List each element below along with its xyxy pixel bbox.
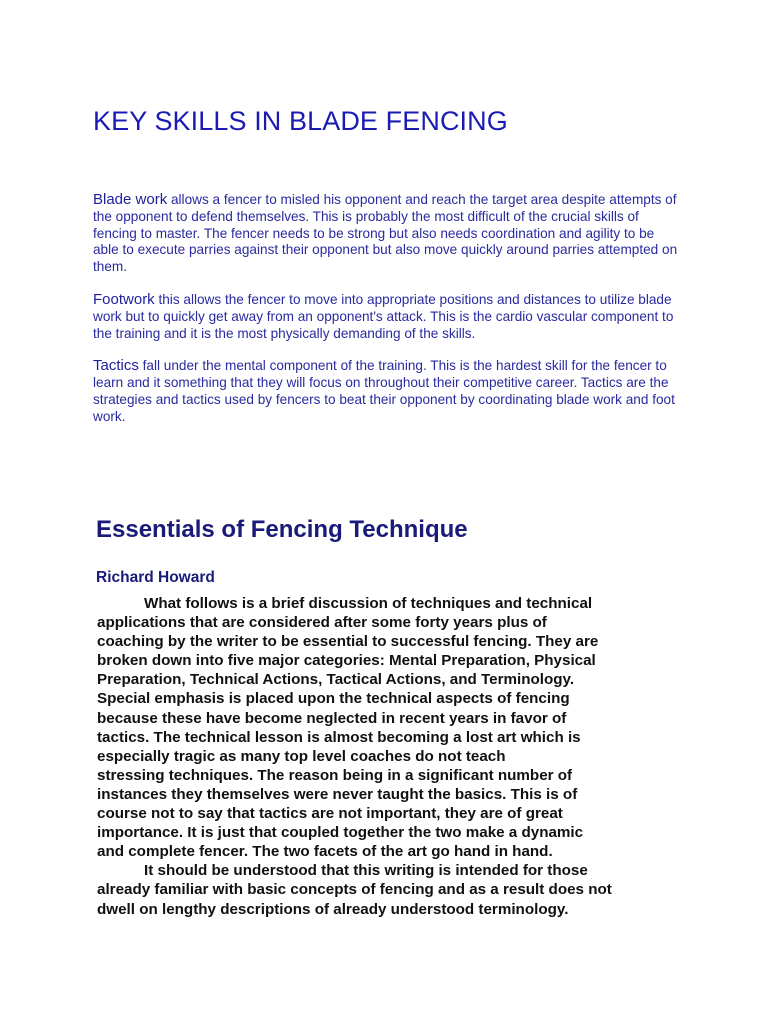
section-heading: Essentials of Fencing Technique: [96, 516, 468, 543]
skill-description: fall under the mental component of the training. This is the hardest skill for the fencer to learn and it something that they will focus on throughout their competitive career. Tactics are the strategies and tactics used by fencers to beat their opponent by coordinating blade work and foot work.: [93, 358, 675, 424]
skill-term: Footwork: [93, 290, 155, 308]
author-name: Richard Howard: [96, 569, 215, 586]
essay-line: dwell on lengthy descriptions of already understood terminology.: [97, 900, 569, 918]
essay-line: coaching by the writer to be essential to successful fencing. They are: [97, 633, 599, 651]
essay-line: tactics. The technical lesson is almost becoming a lost art which is: [97, 728, 581, 746]
essay-line: Special emphasis is placed upon the technical aspects of fencing: [97, 690, 570, 708]
essay-line: Preparation, Technical Actions, Tactical Actions, and Terminology.: [97, 671, 575, 689]
skill-paragraph-footwork: [93, 292, 683, 342]
skill-description: this allows the fencer to move into appropriate positions and distances to utilize blade work but to quickly get away from an opponent's attack. This is the cardio vascular component to the training and it is the most physically demanding of the skills.: [93, 291, 674, 341]
skill-paragraph-blade-work: [93, 192, 683, 276]
essay-line: broken down into five major categories: Mental Preparation, Physical: [97, 652, 596, 670]
essay-line: applications that are considered after some forty years plus of: [97, 614, 547, 632]
essay-line: because these have become neglected in recent years in favor of: [97, 709, 567, 727]
skill-term: Blade work: [93, 191, 168, 208]
essay-line: instances they themselves were never taught the basics. This is of: [97, 785, 578, 803]
essay-line: especially tragic as many top level coaches do not teach: [97, 747, 506, 765]
essay-line: and complete fencer. The two facets of the art go hand in hand.: [97, 843, 553, 861]
skill-paragraph-tactics: [93, 358, 683, 425]
skill-term: Tactics: [93, 357, 139, 375]
skill-description: allows a fencer to misled his opponent and reach the target area despite attempts of the opponent to defend themselves. This is probably the most difficult of the crucial skills of fencing to master. The fencer needs to be strong but also needs coordination and agility to be able to execute parries against their opponent but also move quickly around parries attempted on them.: [93, 192, 678, 275]
essay-line: course not to say that tactics are not important, they are of great: [97, 805, 563, 823]
page-title: KEY SKILLS IN BLADE FENCING: [93, 106, 508, 136]
essay-line: What follows is a brief discussion of techniques and technical: [144, 595, 593, 612]
skills-list: [93, 192, 683, 442]
essay-body: [97, 594, 667, 919]
essay-line: stressing techniques. The reason being in a significant number of: [97, 766, 573, 784]
essay-line: already familiar with basic concepts of fencing and as a result does not: [97, 881, 612, 899]
essay-line: importance. It is just that coupled together the two make a dynamic: [97, 824, 584, 842]
essay-line: It should be understood that this writing is intended for those: [144, 862, 588, 880]
